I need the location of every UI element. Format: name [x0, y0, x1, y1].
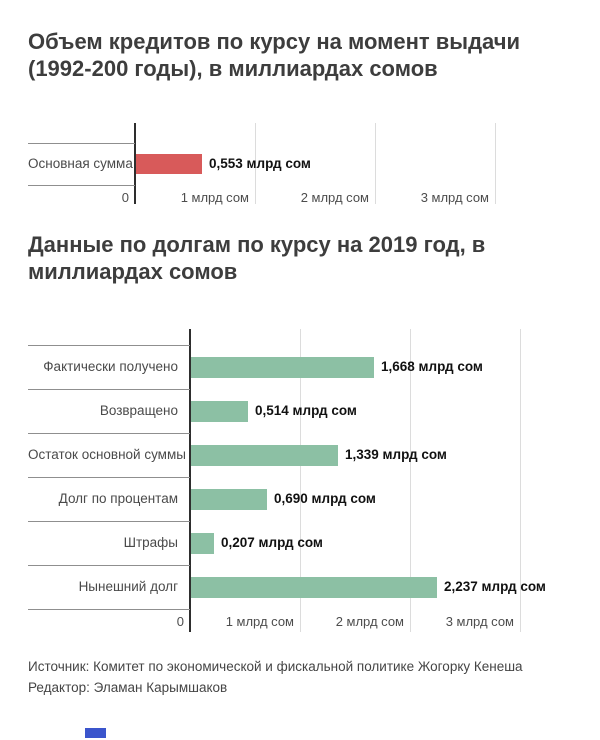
x-tick-label: 1 млрд сом	[225, 614, 294, 629]
bar	[191, 445, 338, 466]
category-label: Долг по процентам	[58, 491, 178, 506]
bar	[191, 357, 374, 378]
value-label: 1,668 млрд сом	[381, 359, 483, 374]
bar	[191, 489, 267, 510]
x-tick-label: 2 млрд сом	[335, 614, 404, 629]
chart1-title: Объем кредитов по курсу на момент выдачи (1992-200 годы), в миллиардах сомов	[28, 29, 521, 81]
chart1-loans-issued	[28, 123, 580, 204]
row-separator	[28, 609, 190, 610]
x-gridline	[495, 123, 496, 204]
chart2-title: Данные по долгам по курсу на 2019 год, в миллиардах сомов	[28, 232, 486, 284]
value-label: 2,237 млрд сом	[444, 579, 546, 594]
value-label: 0,553 млрд сом	[209, 156, 311, 171]
footer	[28, 656, 600, 698]
category-label: Фактически получено	[43, 359, 178, 374]
category-label: Остаток основной суммы	[28, 447, 186, 462]
source-line: Источник: Комитет по экономической и фискальной политике Жогорку Кенеша	[28, 659, 523, 674]
category-label: Возвращено	[99, 403, 178, 418]
x-tick-label: 0	[176, 614, 184, 629]
x-tick-label: 2 млрд сом	[300, 190, 369, 205]
chart2-debt-2019	[28, 329, 580, 632]
value-label: 1,339 млрд сом	[345, 447, 447, 462]
bar	[191, 577, 437, 598]
category-label: Штрафы	[123, 535, 178, 550]
value-label: 0,690 млрд сом	[274, 491, 376, 506]
category-label: Нынешний долг	[78, 579, 178, 594]
bar	[191, 533, 214, 554]
editor-line: Редактор: Эламан Карымшаков	[28, 680, 228, 695]
x-tick-label: 0	[121, 190, 129, 205]
x-tick-label: 3 млрд сом	[420, 190, 489, 205]
x-tick-label: 3 млрд сом	[445, 614, 514, 629]
value-label: 0,207 млрд сом	[221, 535, 323, 550]
bar	[191, 401, 248, 422]
value-label: 0,514 млрд сом	[255, 403, 357, 418]
category-label: Основная сумма	[28, 156, 133, 171]
x-tick-label: 1 млрд сом	[180, 190, 249, 205]
footer-brand-mark	[85, 728, 106, 738]
row-separator	[28, 185, 135, 186]
bar	[136, 154, 202, 174]
